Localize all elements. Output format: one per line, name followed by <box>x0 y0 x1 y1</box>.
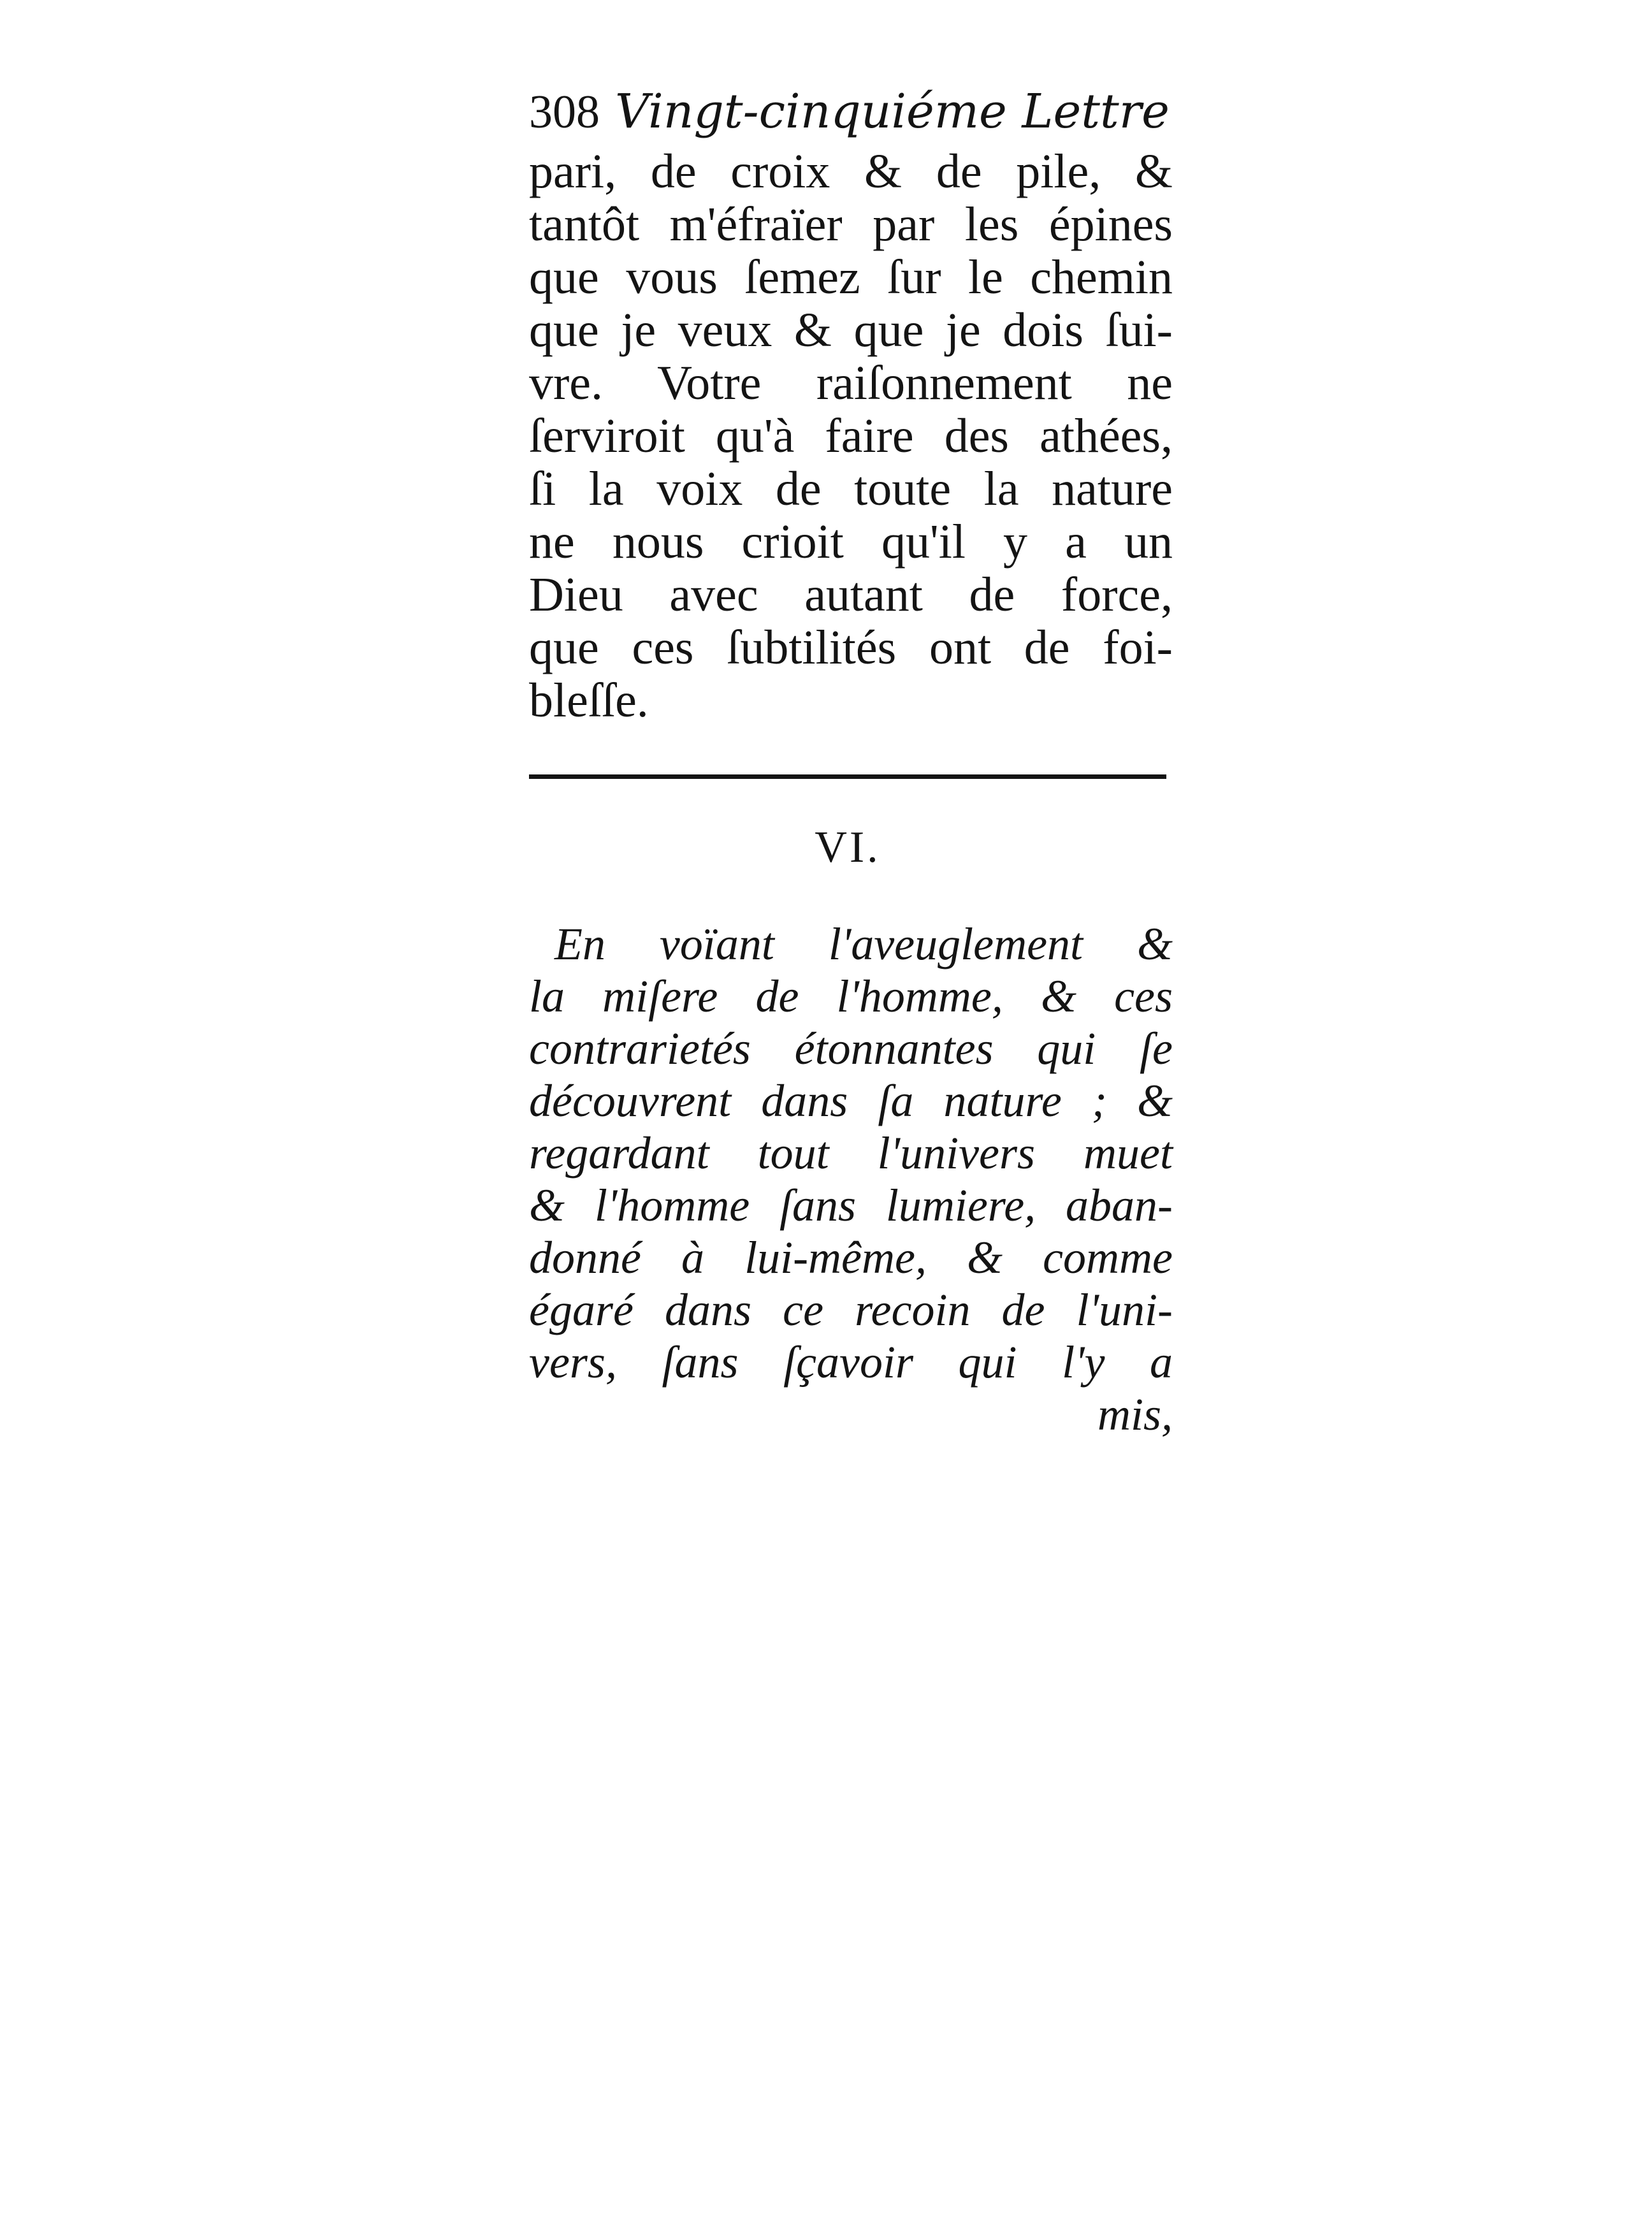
continued-paragraph <box>529 145 1173 727</box>
text-line: En voïant l'aveuglement & <box>554 918 1173 969</box>
section-divider <box>529 774 1166 779</box>
text-line: la miſere de l'homme, & ces <box>529 971 1173 1022</box>
section-number: VI. <box>815 823 881 872</box>
running-title: Vingt-cinquiéme Lettre <box>615 84 1170 139</box>
text-line: bleſſe. <box>529 674 649 727</box>
text-line: tantôt m'éfraïer par les épines <box>529 198 1173 251</box>
running-head <box>529 76 1173 147</box>
text-line: ſerviroit qu'à faire des athées, <box>529 409 1173 463</box>
text-line: donné à lui-même, & comme <box>529 1232 1173 1283</box>
text-line: pari, de croix & de pile, & <box>529 145 1173 198</box>
text-line: que je veux & que je dois ſui- <box>529 303 1173 357</box>
text-line: contrarietés étonnantes qui ſe <box>529 1023 1173 1074</box>
text-line: égaré dans ce recoin de l'uni- <box>529 1284 1173 1335</box>
text-line: que ces ſubtilités ont de foi- <box>529 621 1173 674</box>
text-line: vers, ſans ſçavoir qui l'y a <box>529 1337 1173 1388</box>
text-line: que vous ſemez ſur le chemin <box>529 250 1173 304</box>
text-line: découvrent dans ſa nature ; & <box>529 1075 1173 1126</box>
text-line: & l'homme ſans lumiere, aban- <box>529 1180 1173 1231</box>
text-line: ſi la voix de toute la nature <box>529 462 1173 516</box>
text-line: Dieu avec autant de force, <box>529 568 1173 621</box>
catchword: mis, <box>1097 1389 1173 1440</box>
italic-paragraph <box>529 918 1173 1441</box>
text-line: vre. Votre raiſonnement ne <box>529 356 1173 410</box>
page-number: 308 <box>529 86 600 138</box>
text-line: ne nous crioit qu'il y a un <box>529 515 1173 569</box>
text-line: regardant tout l'univers muet <box>529 1128 1173 1179</box>
